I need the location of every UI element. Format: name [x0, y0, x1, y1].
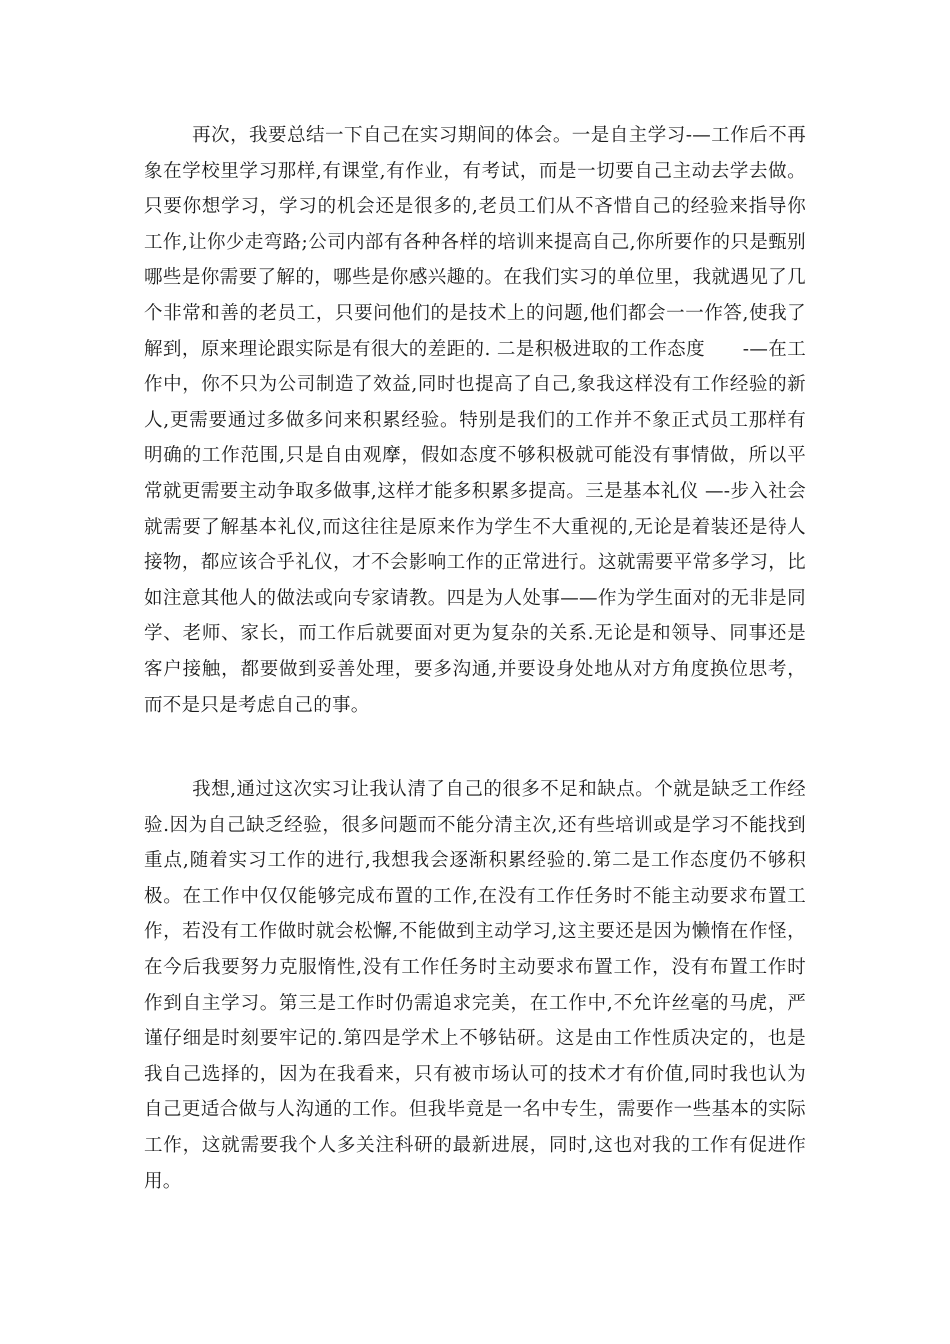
- body-paragraph-internship-reflections: 再次，我要总结一下自己在实习期间的体会。一是自主学习-—工作后不再象在学校里学习那样,有课堂,有作业，有考试，而是一切要自己主动去学去做。只要你想学习，学习的机会还是很多的,老员工们从不吝惜自己的经验来指导你工作,让你少走弯路;公司内部有各种各样的培训来提高自己,你所要作的只是甄别哪些是你需要了解的，哪些是你感兴趣的。在我们实习的单位里，我就遇见了几个非常和善的老员工，只要问他们的是技术上的问题,他们都会一一作答,使我了解到，原来理论跟实际是有很大的差距的. 二是积极进取的工作态度 -—在工作中，你不只为公司制造了效益,同时也提高了自己,象我这样没有工作经验的新人,更需要通过多做多问来积累经验。特别是我们的工作并不象正式员工那样有明确的工作范围,只是自由观摩，假如态度不够积极就可能没有事情做，所以平常就更需要主动争取多做事,这样才能多积累多提高。三是基本礼仪 —-步入社会就需要了解基本礼仪,而这往往是原来作为学生不大重视的,无论是着装还是待人接物，都应该合乎礼仪，才不会影响工作的正常进行。这就需要平常多学习，比如注意其他人的做法或向专家请教。四是为人处事——作为学生面对的无非是同学、老师、家长，而工作后就要面对更为复杂的关系.无论是和领导、同事还是客户接触，都要做到妥善处理，要多沟通,并要设身处地从对方角度换位思考，而不是只是考虑自己的事。: [144, 125, 806, 716]
- body-paragraph-shortcomings: 我想,通过这次实习让我认清了自己的很多不足和缺点。个就是缺乏工作经验.因为自己缺乏经验，很多问题而不能分清主次,还有些培训或是学习不能找到重点,随着实习工作的进行,我想我会逐渐积累经验的.第二是工作态度仍不够积极。在工作中仅仅能够完成布置的工作,在没有工作任务时不能主动要求布置工作，若没有工作做时就会松懈,不能做到主动学习,这主要还是因为懒惰在作怪，在今后我要努力克服惰性,没有工作任务时主动要求布置工作，没有布置工作时作到自主学习。第三是工作时仍需追求完美，在工作中,不允许丝毫的马虎，严谨仔细是时刻要牢记的.第四是学术上不够钻研。这是由工作性质决定的，也是我自己选择的，因为在我看来，只有被市场认可的技术才有价值,同时我也认为自己更适合做与人沟通的工作。但我毕竟是一名中专生，需要作一些基本的实际工作，这就需要我个人多关注科研的最新进展，同时,这也对我的工作有促进作用。: [144, 779, 806, 1192]
